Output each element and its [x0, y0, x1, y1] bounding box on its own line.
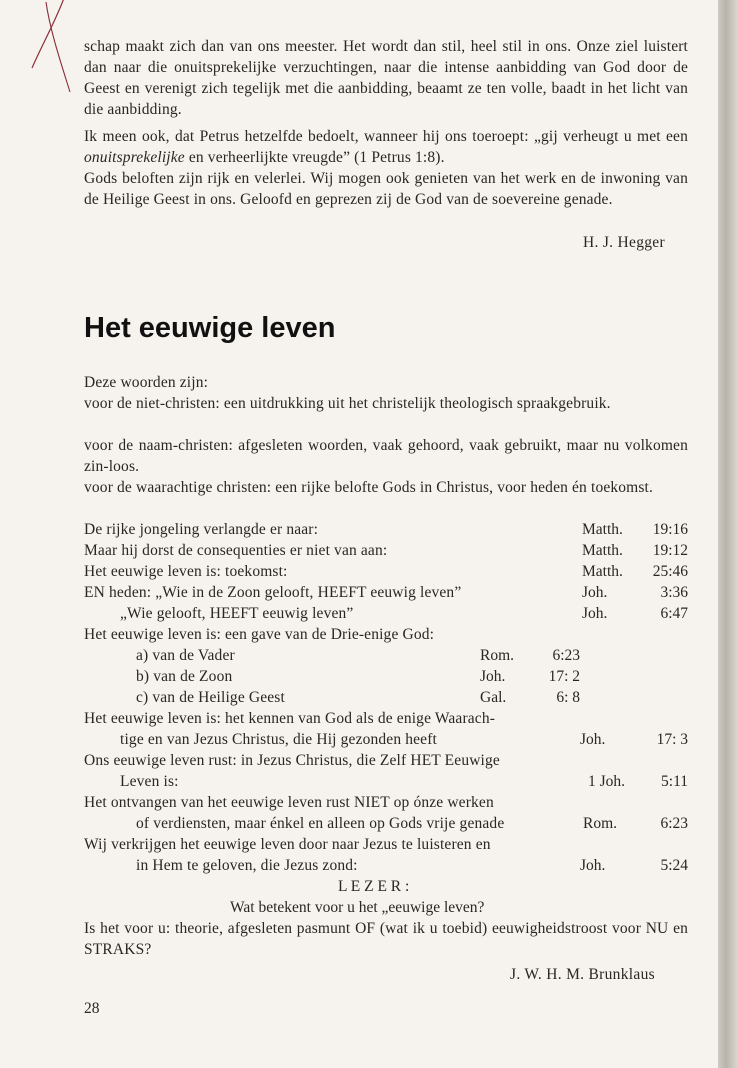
intro-paragraph-2 [84, 126, 688, 168]
page-number: 28 [84, 1000, 100, 1017]
receive-line-2: of verdiensten, maar énkel en alleen op Gods vrije genade [136, 815, 505, 832]
ref-row-text: De rijke jongeling verlangde er naar: [84, 521, 319, 538]
ref-row-book: Matth. [582, 563, 623, 580]
obtain-line-1: Wij verkrijgen het eeuwige leven door naar Jezus te luisteren en [84, 836, 491, 853]
ref-row-book: Joh. [582, 605, 608, 622]
pen-strike-mark [20, 0, 90, 110]
obtain-line-2: in Hem te geloven, die Jezus zond: [136, 857, 358, 874]
ref-row-book: Matth. [582, 542, 623, 559]
rest-line-1: Ons eeuwige leven rust: in Jezus Christus, die Zelf HET Eeuwige [84, 752, 500, 769]
know-verse: 17: 3 [656, 731, 688, 748]
reader-label: L E Z E R : [338, 878, 410, 895]
know-book: Joh. [580, 731, 606, 748]
intro-paragraph-1: schap maakt zich dan van ons meester. Het wordt dan stil, heel stil in ons. Onze ziel luistert dan naar die onuitsprekelijke verzuchtingen, naar die intense aanbidding van God door de Geest en verenigt zich tegelijk met die aanbidding, beaamt ze ten volle, baadt in het licht van die aanbidding. [84, 38, 688, 118]
gift-row-text: c) van de Heilige Geest [136, 689, 285, 706]
book-spine-edge [718, 0, 738, 1068]
gift-row-verse: 6: 8 [556, 689, 580, 706]
ref-row-text: EN heden: „Wie in de Zoon gelooft, HEEFT eeuwig leven” [84, 584, 462, 601]
intro-paragraph-3: Gods beloften zijn rijk en velerlei. Wij mogen ook genieten van het werk en de inwoning van de Heilige Geest in ons. Geloofd en geprezen zij de God van de soevereine genade. [84, 170, 688, 208]
gift-row-text: a) van de Vader [136, 647, 235, 664]
article-signature: J. W. H. M. Brunklaus [510, 966, 655, 983]
intro-paragraph-2-start: Ik meen ook, dat Petrus hetzelfde bedoelt, wanneer hij ons toeroept: „gij verheugt u met een [84, 128, 688, 145]
ref-row-book: Matth. [582, 521, 623, 538]
obtain-verse: 5:24 [660, 857, 688, 874]
obtain-book: Joh. [580, 857, 606, 874]
ref-row-text: „Wie gelooft, HEEFT eeuwig leven” [120, 605, 354, 622]
ref-row-verse: 6:47 [660, 605, 688, 622]
receive-verse: 6:23 [660, 815, 688, 832]
ref-row-verse: 19:16 [652, 521, 688, 538]
ref-row-book: Joh. [582, 584, 608, 601]
rest-book: 1 Joh. [588, 773, 626, 790]
gift-row-book: Joh. [480, 668, 506, 685]
intro-paragraph-2-emphasis: onuitsprekelijke [84, 149, 185, 166]
gift-row-book: Rom. [480, 647, 515, 664]
rest-verse: 5:11 [661, 773, 688, 790]
know-line-2: tige en van Jezus Christus, die Hij gezonden heeft [120, 731, 437, 748]
ref-row-verse: 3:36 [660, 584, 688, 601]
rest-line-2: Leven is: [120, 773, 179, 790]
article-opening: Deze woorden zijn: [84, 374, 209, 391]
reader-question: Wat betekent voor u het „eeuwige leven? [230, 899, 485, 916]
gift-row-verse: 17: 2 [548, 668, 580, 685]
gift-row-book: Gal. [480, 689, 507, 706]
gift-row-text: b) van de Zoon [136, 668, 233, 685]
receive-line-1: Het ontvangen van het eeuwige leven rust NIET op ónze werken [84, 794, 494, 811]
ref-row-verse: 25:46 [652, 563, 688, 580]
ref-row-text: Het eeuwige leven is: toekomst: [84, 563, 288, 580]
receive-book: Rom. [583, 815, 618, 832]
article-line-3: voor de waarachtige christen: een rijke belofte Gods in Christus, voor heden én toekomst. [84, 479, 654, 496]
know-line-1: Het eeuwige leven is: het kennen van God als de enige Waarach- [84, 710, 496, 727]
intro-paragraph-2-end: en verheerlijkte vreugde” (1 Petrus 1:8). [184, 149, 445, 166]
ref-row-verse: 19:12 [652, 542, 688, 559]
gift-intro: Het eeuwige leven is: een gave van de Drie-enige God: [84, 626, 435, 643]
article-line-1: voor de niet-christen: een uitdrukking uit het christelijk theologisch spraakgebruik. [84, 395, 611, 412]
closing-paragraph: Is het voor u: theorie, afgesleten pasmunt OF (wat ik u toebid) eeuwigheidstroost voor NU en STRAKS? [84, 920, 688, 958]
article-line-2: voor de naam-christen: afgesleten woorden, vaak gehoord, vaak gebruikt, maar nu volkomen zin-loos. [84, 437, 688, 475]
ref-row-text: Maar hij dorst de consequenties er niet van aan: [84, 542, 388, 559]
gift-row-verse: 6:23 [552, 647, 580, 664]
intro-signature: H. J. Hegger [583, 234, 665, 251]
article-title: Het eeuwige leven [84, 312, 336, 344]
